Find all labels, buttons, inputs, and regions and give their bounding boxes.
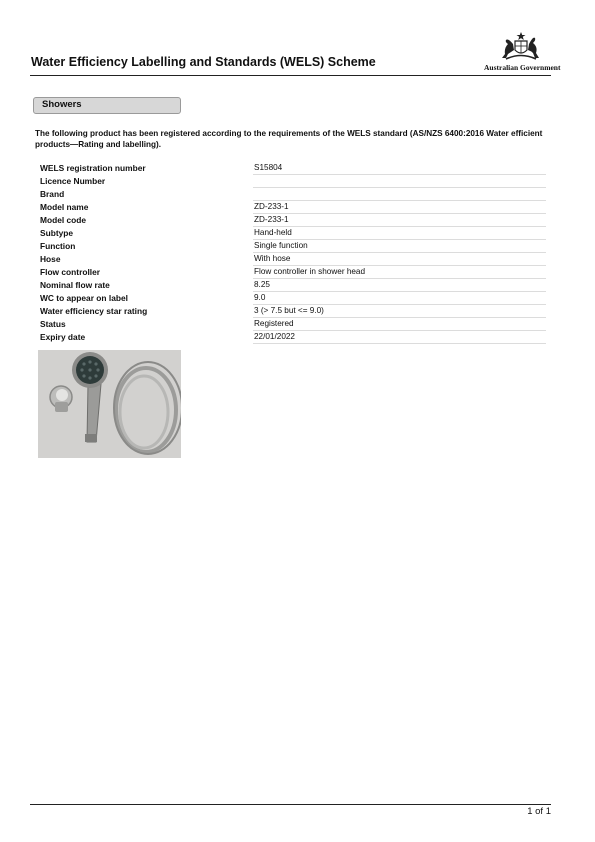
intro-paragraph: The following product has been registered according to the requirements of the WELS standard (AS/NZS 6400:2016 Water efficient products—Rating and labelling). (35, 129, 543, 149)
detail-row (40, 201, 546, 214)
detail-value: S15804 (253, 162, 546, 175)
product-photo (38, 350, 181, 458)
detail-row (40, 279, 546, 292)
detail-value (253, 175, 546, 188)
detail-value: 22/01/2022 (253, 331, 546, 344)
detail-row (40, 266, 546, 279)
detail-value: 3 (> 7.5 but <= 9.0) (253, 305, 546, 318)
detail-label: Model name (40, 202, 89, 212)
government-wordmark: Australian Government (484, 63, 561, 72)
detail-value: Registered (253, 318, 546, 331)
detail-row (40, 331, 546, 344)
section-heading-label: Showers (42, 99, 82, 110)
detail-value: 9.0 (253, 292, 546, 305)
detail-label: Water efficiency star rating (40, 306, 148, 316)
section-heading (33, 97, 181, 114)
detail-value: 8.25 (253, 279, 546, 292)
footer-divider (30, 804, 551, 805)
detail-row (40, 175, 546, 188)
detail-value: Single function (253, 240, 546, 253)
product-details-table (40, 162, 546, 344)
detail-label: WELS registration number (40, 163, 146, 173)
detail-row (40, 240, 546, 253)
page-title: Water Efficiency Labelling and Standards (WELS) Scheme (31, 55, 376, 69)
detail-label: Hose (40, 254, 61, 264)
detail-label: Nominal flow rate (40, 280, 110, 290)
detail-value: With hose (253, 253, 546, 266)
page-number: 1 of 1 (527, 806, 551, 817)
detail-label: Status (40, 319, 66, 329)
shower-head-image (38, 350, 181, 458)
detail-value: Flow controller in shower head (253, 266, 546, 279)
detail-row (40, 188, 546, 201)
detail-row (40, 253, 546, 266)
coat-of-arms-icon (496, 32, 546, 62)
detail-row (40, 292, 546, 305)
detail-label: Subtype (40, 228, 74, 238)
detail-label: Brand (40, 189, 65, 199)
detail-row (40, 214, 546, 227)
detail-row (40, 227, 546, 240)
government-logo (484, 32, 561, 72)
detail-value: Hand-held (253, 227, 546, 240)
detail-label: WC to appear on label (40, 293, 128, 303)
detail-row (40, 305, 546, 318)
detail-label: Licence Number (40, 176, 106, 186)
detail-label: Function (40, 241, 76, 251)
header-divider (30, 75, 551, 76)
detail-label: Model code (40, 215, 87, 225)
detail-row (40, 162, 546, 175)
detail-value: ZD-233-1 (253, 201, 546, 214)
detail-value (253, 188, 546, 201)
detail-label: Expiry date (40, 332, 86, 342)
detail-row (40, 318, 546, 331)
detail-value: ZD-233-1 (253, 214, 546, 227)
detail-label: Flow controller (40, 267, 101, 277)
